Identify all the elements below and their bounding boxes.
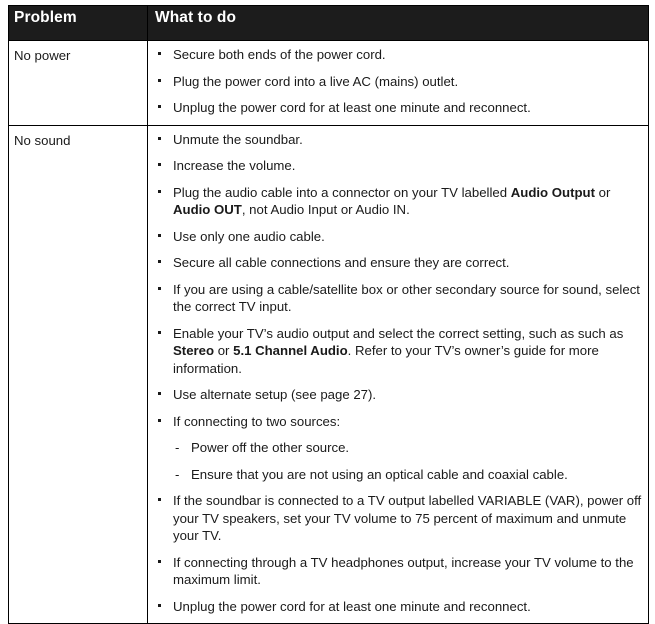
- table-row: [9, 125, 649, 624]
- instruction-text: Unplug the power cord for at least one minute and reconnect.: [173, 598, 531, 614]
- bullet-icon: [158, 137, 161, 140]
- column-header-what-to-do: What to do: [148, 6, 649, 41]
- instruction-item: [155, 184, 642, 219]
- bullet-icon: [158, 392, 161, 395]
- instruction-item: [155, 386, 642, 404]
- instruction-text: Use alternate setup (see page 27).: [173, 387, 377, 402]
- instruction-text: Plug the power cord into a live AC (mains) outlet.: [173, 73, 459, 89]
- instruction-item: [155, 254, 642, 272]
- table-body: [9, 41, 649, 624]
- what-to-do-cell: [148, 41, 649, 126]
- dash-icon: -: [175, 466, 180, 482]
- instruction-item: [155, 413, 642, 484]
- sub-instruction-item: [173, 466, 642, 484]
- sub-instruction-text: Ensure that you are not using an optical cable and coaxial cable.: [191, 466, 568, 482]
- instruction-item: [155, 99, 642, 117]
- instruction-text: Enable your TV’s audio output and select the correct setting, such as such as Stereo or 5.1 Channel Audio. Refer to your TV’s owner’s guide for more information.: [173, 325, 624, 376]
- instruction-text: If you are using a cable/satellite box or other secondary source for sound, select the correct TV input.: [173, 281, 640, 314]
- bullet-icon: [158, 163, 161, 166]
- table-row: [9, 41, 649, 126]
- instruction-text: Unmute the soundbar.: [173, 131, 303, 147]
- bullet-icon: [158, 604, 161, 607]
- troubleshooting-table: [8, 5, 649, 624]
- instruction-text: If the soundbar is connected to a TV output labelled VARIABLE (VAR), power off your TV speakers, set your TV volume to 75 percent of maximum and unmute your TV.: [173, 493, 642, 543]
- instruction-item: [155, 157, 642, 175]
- bullet-icon: [158, 560, 161, 563]
- bullet-icon: [158, 419, 161, 422]
- instruction-item: [155, 325, 642, 378]
- bullet-icon: [158, 234, 161, 237]
- instruction-item: [155, 281, 642, 316]
- bullet-icon: [158, 260, 161, 263]
- instruction-text: Use only one audio cable.: [173, 228, 325, 244]
- problem-cell: No sound: [9, 125, 148, 624]
- table-header-row: [9, 6, 649, 41]
- instruction-text: Unplug the power cord for at least one minute and reconnect.: [173, 100, 531, 115]
- bullet-icon: [158, 79, 161, 82]
- instruction-text: Plug the audio cable into a connector on your TV labelled Audio Output or Audio OUT, not Audio Input or Audio IN.: [173, 184, 611, 217]
- bullet-icon: [158, 52, 161, 55]
- instruction-text: Increase the volume.: [173, 158, 296, 173]
- bullet-icon: [158, 105, 161, 108]
- bullet-icon: [158, 287, 161, 290]
- instruction-text: Secure all cable connections and ensure they are correct.: [173, 255, 510, 270]
- instruction-item: [155, 131, 642, 149]
- instruction-item: [155, 554, 642, 589]
- instruction-list: [155, 46, 642, 117]
- instruction-text: If connecting to two sources:: [173, 413, 341, 429]
- instruction-item: [155, 73, 642, 91]
- sub-instruction-list: [173, 439, 642, 483]
- problem-cell: No power: [9, 41, 148, 126]
- instruction-text: Secure both ends of the power cord.: [173, 47, 386, 62]
- sub-instruction-text: Power off the other source.: [191, 440, 350, 455]
- what-to-do-cell: [148, 125, 649, 624]
- table-header: [9, 6, 649, 41]
- dash-icon: -: [175, 440, 180, 455]
- instruction-text: If connecting through a TV headphones output, increase your TV volume to the maximum limit.: [173, 554, 634, 587]
- bullet-icon: [158, 190, 161, 193]
- instruction-item: [155, 46, 642, 64]
- sub-instruction-item: [173, 439, 642, 457]
- instruction-item: [155, 492, 642, 545]
- instruction-item: [155, 598, 642, 616]
- bullet-icon: [158, 331, 161, 334]
- bullet-icon: [158, 498, 161, 501]
- instruction-item: [155, 228, 642, 246]
- column-header-problem: Problem: [9, 6, 148, 41]
- instruction-list: [155, 131, 642, 616]
